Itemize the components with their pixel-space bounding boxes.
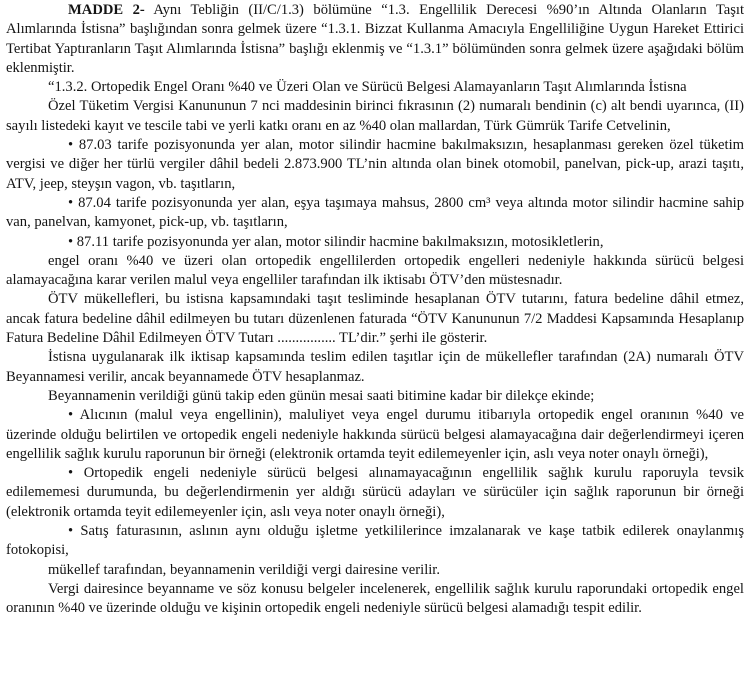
bullet-8703: • 87.03 tarife pozisyonunda yer alan, motor silindir hacmine bakılmaksızın, hesaplanması gereken özel tüketim vergisi ve diğer her türlü vergiler dâhil bedeli 2.873.900 TL’nin altında olan binek otomobil, panelvan, pick-up, arazi taşıtı, ATV, jeep, steyşın vagon, vb. taşıtların, bbox=[6, 137, 744, 192]
article-intro-text: Aynı Tebliğin (II/C/1.3) bölümüne “1.3. Engellilik Derecesi %90’ın Altında Olanların Taşıt Alımlarında İstisna” başlığından sonra gelmek üzere “1.3.1. Bizzat Kullanma Amacıyla Engelliliğine Uygun Hareket Ettirici Tertibat Yaptıranların Taşıt Alımlarında İstisna” başlığı eklenmiş ve “1.3.1” bölümünden sonra gelmek üzere aşağıdaki bölüm eklenmiştir. bbox=[6, 2, 744, 76]
bullet-satis: • Satış faturasının, aslının aynı olduğu işletme yetkililerince imzalanarak ve kaşe tatbik edilerek onaylanmış fotokopisi, bbox=[6, 523, 744, 559]
otv-mukellef-paragraph: ÖTV mükellefleri, bu istisna kapsamındaki taşıt tesliminde hesaplanan ÖTV tutarını, fatura bedeline dâhil etmez, ancak fatura bedeline dâhil edilmeyen bu tutarı düzenlenen faturada “ÖTV Kanununun 7/2 Maddesi Kapsamında Hesaplanıp Fatura Bedeline Dâhil Edilmeyen ÖTV Tutarı ................ TL’dir.” şerhi ile gösterir. bbox=[6, 291, 744, 347]
bullet-8711: • 87.11 tarife pozisyonunda yer alan, motor silindir hacmine bakılmaksızın, motosikletlerin, bbox=[68, 233, 604, 250]
section-title: “1.3.2. Ortopedik Engel Oranı %40 ve Üzeri Olan ve Sürücü Belgesi Alamayanların Taşıt Alımlarında İstisna bbox=[48, 79, 687, 96]
article-intro-paragraph bbox=[6, 1, 744, 78]
bullet-ortopedik: • Ortopedik engeli nedeniyle sürücü belgesi alınamayacağının engellilik sağlık kurulu raporuyla tevsik edilememesi durumunda, bu değerlendirmenin yer aldığı sürücü adayları ve sürücüler için sağlık raporunun bir örneği (elektronik ortamda teyit edilemeyenler için, aslı veya noter onaylı örneği), bbox=[6, 465, 744, 520]
istisna-paragraph: İstisna uygulanarak ilk iktisap kapsamında teslim edilen taşıtlar için de mükellefler tarafından (2A) numaralı ÖTV Beyannamesi verilir, ancak beyannamede ÖTV hesaplanmaz. bbox=[6, 349, 744, 385]
engel-clause-paragraph: engel oranı %40 ve üzeri olan ortopedik engellilerden ortopedik engelleri nedeniyle hakkında sürücü belgesi alamayacağına karar verilen malul veya engelliler tarafından ilk iktisabı ÖTV’den müstesnadır. bbox=[6, 252, 744, 289]
article-label: MADDE 2- bbox=[68, 2, 145, 18]
otv-intro-paragraph: Özel Tüketim Vergisi Kanununun 7 nci maddesinin birinci fıkrasının (2) numaralı bendinin (c) alt bendi uyarınca, (II) sayılı listedeki kayıt ve tescile tabi ve yerli katkı oranı en az %40 olan mallardan, Türk Gümrük Tarife Cetvelinin, bbox=[6, 98, 744, 134]
mukellef-paragraph: mükellef tarafından, beyannamenin verildiği vergi dairesine verilir. bbox=[48, 561, 440, 578]
bullet-alici: • Alıcının (malul veya engellinin), maluliyet veya engel durumu itibarıyla ortopedik engel oranının %40 ve üzerinde olduğu belirtilen ve ortopedik engeli nedeniyle hakkında sürücü belgesi alamayacağına dair değerlendirmeyi içeren engellilik sağlık kurulu raporunun bir örneği (elektronik ortamda teyit edilemeyenler için, aslı veya noter onaylı örneği), bbox=[6, 407, 744, 462]
beyanname-paragraph: Beyannamenin verildiği günü takip eden günün mesai saati bitimine kadar bir dilekçe ekinde; bbox=[48, 387, 595, 404]
bullet-8704: • 87.04 tarife pozisyonunda yer alan, eşya taşımaya mahsus, 2800 cm³ veya altında motor silindir hacmine sahip van, panelvan, kamyonet, pick-up, vb. taşıtların, bbox=[6, 194, 744, 231]
vergi-dairesi-paragraph: Vergi dairesince beyanname ve söz konusu belgeler incelenerek, engellilik sağlık kurulu raporundaki ortopedik engel oranının %40 ve üzerinde olduğu ve kişinin ortopedik engeli nedeniyle sürücü belgesi alamadığı tespit edilir. bbox=[6, 580, 744, 617]
